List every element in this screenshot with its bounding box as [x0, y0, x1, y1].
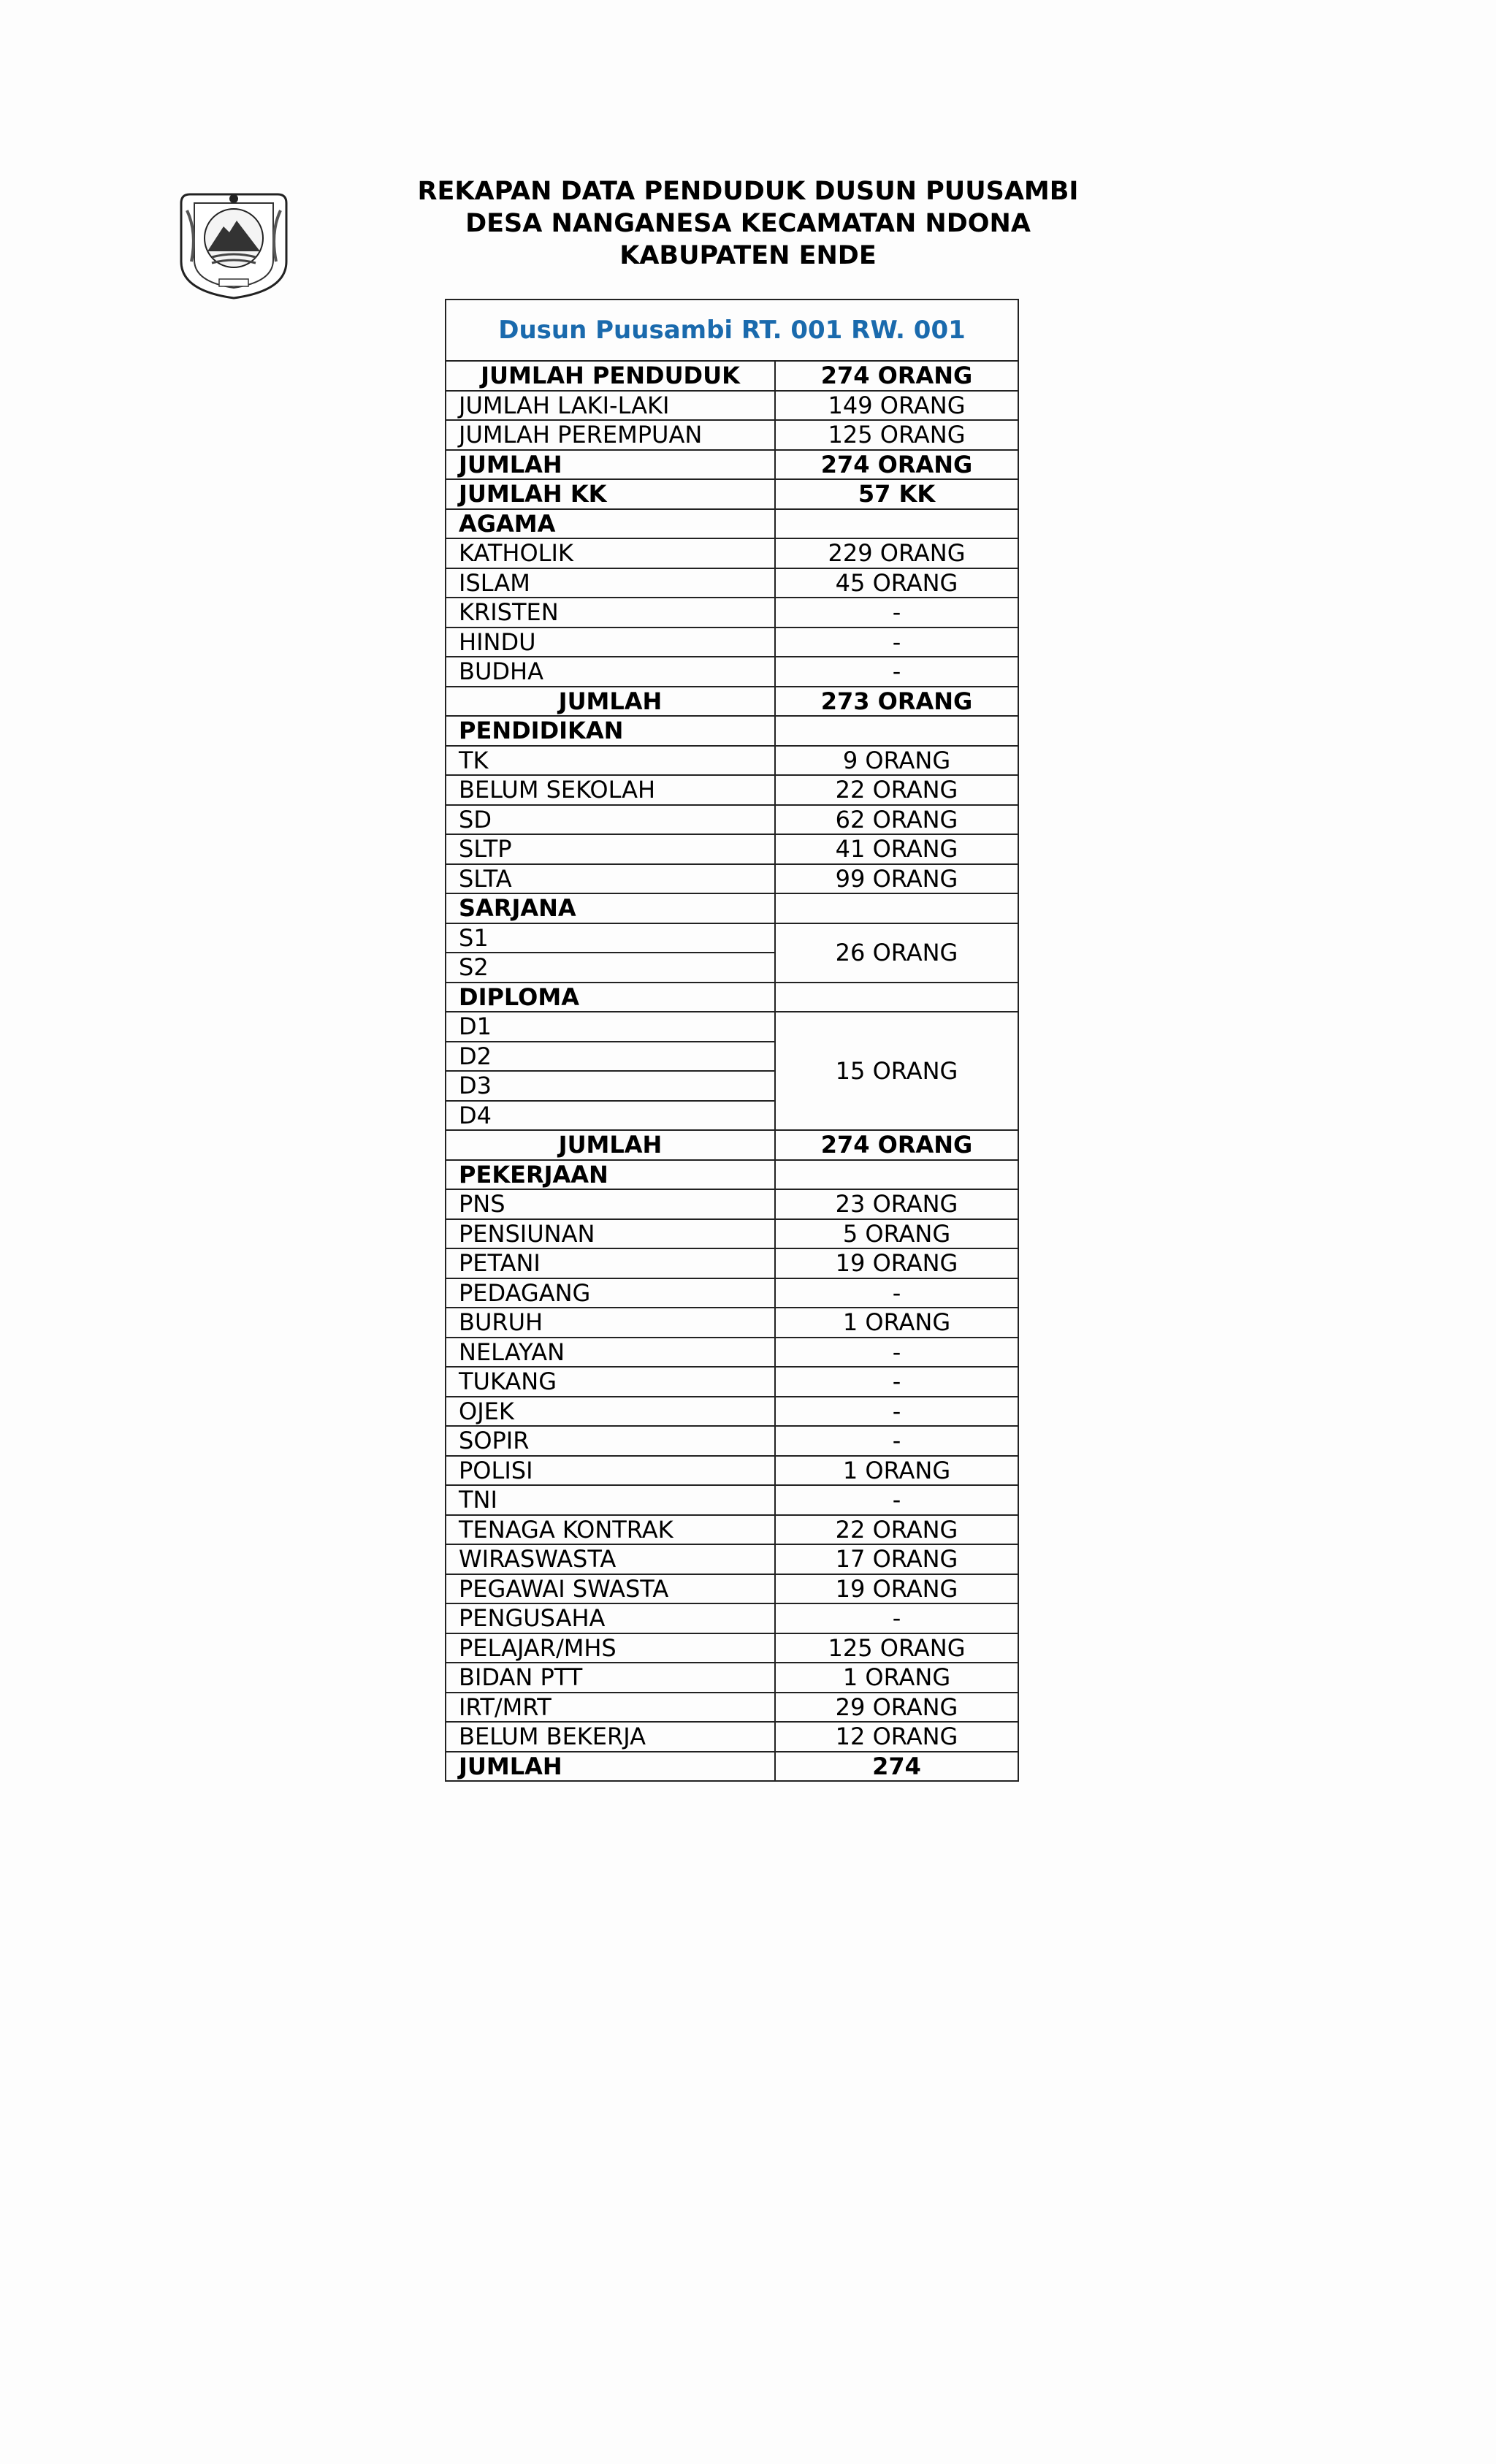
row-value: 57 KK [775, 479, 1018, 509]
total-value: 273 ORANG [775, 687, 1018, 717]
table-row [446, 1189, 1018, 1219]
row-label: TENAGA KONTRAK [446, 1515, 775, 1545]
row-value: - [775, 1338, 1018, 1368]
row-label: S2 [446, 953, 775, 983]
table-row [446, 1012, 1018, 1042]
row-label: ISLAM [446, 568, 775, 598]
row-value: 125 ORANG [775, 1633, 1018, 1663]
row-label: D2 [446, 1042, 775, 1072]
row-value: 9 ORANG [775, 746, 1018, 776]
table-row [446, 1515, 1018, 1545]
table-row [446, 479, 1018, 509]
row-value: 5 ORANG [775, 1219, 1018, 1249]
row-label: D1 [446, 1012, 775, 1042]
row-label: PEDAGANG [446, 1278, 775, 1308]
row-value: 229 ORANG [775, 538, 1018, 568]
row-label: KATHOLIK [446, 538, 775, 568]
header-title-line-2: DESA NANGANESA KECAMATAN NDONA [465, 209, 1031, 238]
population-table [445, 299, 1019, 1782]
row-value: - [775, 1603, 1018, 1633]
total-row-pekerjaan [446, 1752, 1018, 1782]
table-row [446, 1367, 1018, 1397]
table-row [446, 568, 1018, 598]
section-heading-pendidikan: PENDIDIKAN [446, 716, 775, 746]
row-value-merged: 26 ORANG [775, 923, 1018, 983]
table-row [446, 1456, 1018, 1486]
row-label: JUMLAH [446, 450, 775, 480]
empty-cell [775, 716, 1018, 746]
table-row [446, 361, 1018, 391]
table-row [446, 1397, 1018, 1427]
row-value: 99 ORANG [775, 864, 1018, 894]
table-row [446, 1544, 1018, 1574]
table-row [446, 1278, 1018, 1308]
row-label: POLISI [446, 1456, 775, 1486]
regional-seal-icon [175, 181, 292, 302]
row-value: 1 ORANG [775, 1663, 1018, 1693]
row-label: BURUH [446, 1308, 775, 1338]
row-value: - [775, 1397, 1018, 1427]
row-label: PEGAWAI SWASTA [446, 1574, 775, 1604]
row-value: - [775, 1426, 1018, 1456]
empty-cell [775, 1160, 1018, 1190]
row-value: - [775, 1367, 1018, 1397]
row-value: 274 ORANG [775, 361, 1018, 391]
row-value: 12 ORANG [775, 1722, 1018, 1752]
total-value: 274 [775, 1752, 1018, 1782]
section-heading-row [446, 983, 1018, 1012]
row-label: BIDAN PTT [446, 1663, 775, 1693]
table-row [446, 538, 1018, 568]
document-header [321, 175, 1175, 272]
row-label: HINDU [446, 628, 775, 657]
row-value: - [775, 628, 1018, 657]
row-label: BELUM SEKOLAH [446, 775, 775, 805]
section-heading-sarjana: SARJANA [446, 893, 775, 923]
row-value: - [775, 1278, 1018, 1308]
row-value: 274 ORANG [775, 450, 1018, 480]
table-row [446, 1633, 1018, 1663]
table-row [446, 657, 1018, 687]
table-row [446, 1308, 1018, 1338]
row-value-merged: 15 ORANG [775, 1012, 1018, 1130]
table-row [446, 923, 1018, 953]
section-heading-row [446, 509, 1018, 539]
row-value: 17 ORANG [775, 1544, 1018, 1574]
table-row [446, 1219, 1018, 1249]
row-label: D3 [446, 1071, 775, 1101]
row-label: SOPIR [446, 1426, 775, 1456]
row-label: JUMLAH KK [446, 479, 775, 509]
row-value: 22 ORANG [775, 775, 1018, 805]
row-label: JUMLAH LAKI-LAKI [446, 391, 775, 421]
total-label: JUMLAH [446, 1752, 775, 1782]
row-label: SLTP [446, 834, 775, 864]
row-value: 62 ORANG [775, 805, 1018, 835]
table-row [446, 805, 1018, 835]
row-value: 125 ORANG [775, 420, 1018, 450]
table-row [446, 834, 1018, 864]
table-row [446, 775, 1018, 805]
row-label: PETANI [446, 1248, 775, 1278]
section-heading-pekerjaan: PEKERJAAN [446, 1160, 775, 1190]
row-label: NELAYAN [446, 1338, 775, 1368]
row-label: TNI [446, 1485, 775, 1515]
table-row [446, 1485, 1018, 1515]
row-value: - [775, 657, 1018, 687]
table-row [446, 1603, 1018, 1633]
row-value: 19 ORANG [775, 1574, 1018, 1604]
row-value: 45 ORANG [775, 568, 1018, 598]
row-label: IRT/MRT [446, 1693, 775, 1723]
row-value: 22 ORANG [775, 1515, 1018, 1545]
table-row [446, 628, 1018, 657]
header-title-line-1: REKAPAN DATA PENDUDUK DUSUN PUUSAMBI [417, 177, 1079, 206]
section-heading-row [446, 893, 1018, 923]
row-value: 41 ORANG [775, 834, 1018, 864]
row-label: JUMLAH PEREMPUAN [446, 420, 775, 450]
table-row [446, 1722, 1018, 1752]
row-label: TUKANG [446, 1367, 775, 1397]
table-row [446, 1693, 1018, 1723]
empty-cell [775, 509, 1018, 539]
row-label: PNS [446, 1189, 775, 1219]
row-label: WIRASWASTA [446, 1544, 775, 1574]
total-row-agama [446, 687, 1018, 717]
table-row [446, 1248, 1018, 1278]
table-row [446, 864, 1018, 894]
table-row [446, 746, 1018, 776]
total-value: 274 ORANG [775, 1130, 1018, 1160]
row-label: BELUM BEKERJA [446, 1722, 775, 1752]
empty-cell [775, 893, 1018, 923]
row-value: - [775, 1485, 1018, 1515]
row-label: BUDHA [446, 657, 775, 687]
header-title-line-3: KABUPATEN ENDE [619, 241, 877, 270]
row-label: OJEK [446, 1397, 775, 1427]
row-label: D4 [446, 1101, 775, 1131]
row-value: 19 ORANG [775, 1248, 1018, 1278]
table-title: Dusun Puusambi RT. 001 RW. 001 [446, 300, 1018, 361]
table-row [446, 1574, 1018, 1604]
row-label: JUMLAH PENDUDUK [446, 361, 775, 391]
row-label: PENGUSAHA [446, 1603, 775, 1633]
row-value: 1 ORANG [775, 1456, 1018, 1486]
table-row [446, 1663, 1018, 1693]
table-row [446, 1426, 1018, 1456]
row-value: - [775, 598, 1018, 628]
table-title-row [446, 300, 1018, 361]
table-row [446, 598, 1018, 628]
row-value: 1 ORANG [775, 1308, 1018, 1338]
total-label: JUMLAH [446, 1130, 775, 1160]
row-label: S1 [446, 923, 775, 953]
table-row [446, 1338, 1018, 1368]
section-heading-row [446, 1160, 1018, 1190]
row-label: PENSIUNAN [446, 1219, 775, 1249]
table-row [446, 391, 1018, 421]
row-value: 23 ORANG [775, 1189, 1018, 1219]
total-label: JUMLAH [446, 687, 775, 717]
row-label: SLTA [446, 864, 775, 894]
row-label: TK [446, 746, 775, 776]
empty-cell [775, 983, 1018, 1012]
row-label: PELAJAR/MHS [446, 1633, 775, 1663]
row-label: KRISTEN [446, 598, 775, 628]
section-heading-row [446, 716, 1018, 746]
row-value: 149 ORANG [775, 391, 1018, 421]
section-heading-diploma: DIPLOMA [446, 983, 775, 1012]
table-row [446, 420, 1018, 450]
row-label: SD [446, 805, 775, 835]
section-heading-agama: AGAMA [446, 509, 775, 539]
row-value: 29 ORANG [775, 1693, 1018, 1723]
total-row-pendidikan [446, 1130, 1018, 1160]
table-row [446, 450, 1018, 480]
